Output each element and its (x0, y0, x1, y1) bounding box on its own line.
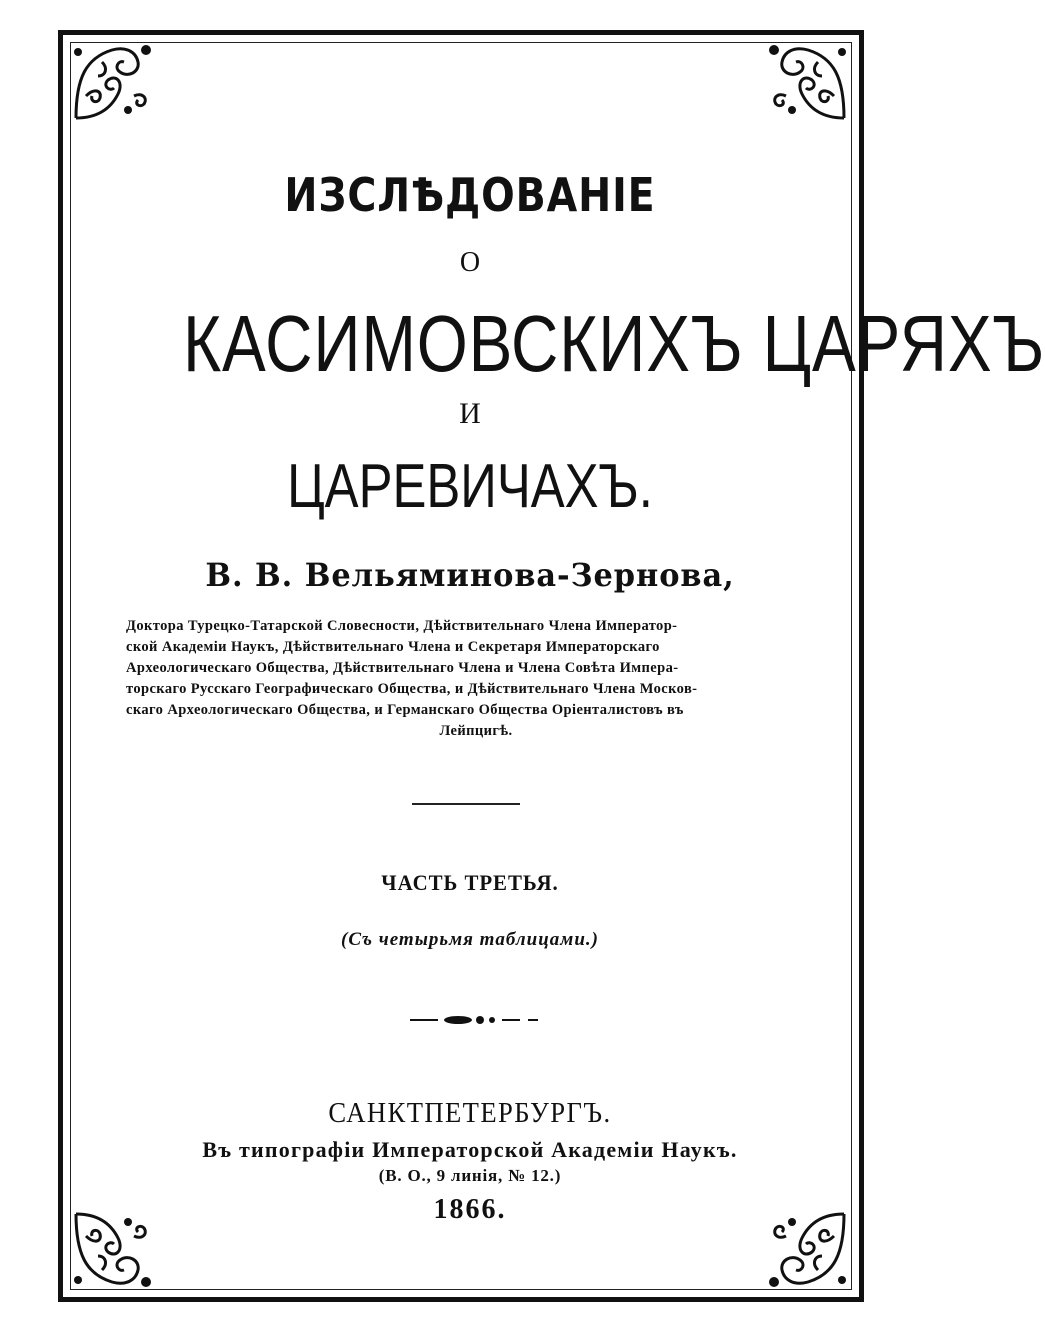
imprint-year: 1866. (433, 1194, 507, 1225)
tables-note: (Съ четырьмя таблицами.) (341, 929, 599, 950)
title-preposition-o: О (459, 247, 481, 278)
credentials-line: скаго Археологическаго Общества, и Германскаго Общества Оріенталистовъ въ (126, 702, 684, 718)
volume-part: ЧАСТЬ ТРЕТЬЯ. (381, 870, 559, 895)
corner-ornament-top-right (762, 38, 854, 130)
corner-ornament-top-left (66, 38, 158, 130)
author-name: В. В. Вельяминова-Зернова, (205, 556, 735, 594)
imprint-address: (В. О., 9 линія, № 12.) (378, 1166, 562, 1185)
imprint-city: САНКТПЕТЕРБУРГЪ. (328, 1098, 612, 1129)
credentials-line: ской Академіи Наукъ, Дѣйствительнаго Члена и Секретаря Императорскаго (126, 639, 660, 655)
divider-ornament (410, 1010, 540, 1030)
credentials-line: Доктора Турецко-Татарской Словесности, Дѣйствительнаго Члена Император- (126, 618, 678, 634)
credentials-line: Лейпцигѣ. (439, 723, 513, 739)
imprint-printer: Въ типографіи Императорской Академіи Наукъ. (202, 1137, 738, 1162)
title-main: КАСИМОВСКИХЪ ЦАРЯХЪ (183, 299, 1045, 388)
title-conjunction-i: И (459, 397, 481, 430)
title-line-tsarevichs: ЦАРЕВИЧАХЪ. (287, 452, 653, 521)
author-credentials (126, 616, 826, 742)
divider-rule (412, 803, 520, 805)
title-line-research: ИЗСЛѢДОВАНІЕ (284, 168, 656, 222)
credentials-line: торскаго Русскаго Географическаго Общества, и Дѣйствительнаго Члена Москов- (126, 681, 698, 697)
credentials-line: Археологическаго Общества, Дѣйствительнаго Члена и Члена Совѣта Импера- (126, 660, 679, 676)
